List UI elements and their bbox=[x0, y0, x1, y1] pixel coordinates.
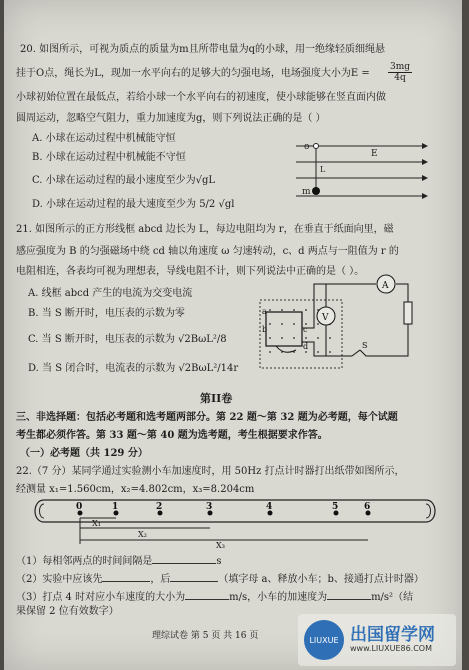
q21-option-a: A. 线框 abcd 产生的电流为交变电流 bbox=[28, 288, 193, 299]
tape-label-5: 5 bbox=[332, 502, 339, 512]
tape-x1-label: X₁ bbox=[92, 519, 101, 528]
answer-blank-5[interactable] bbox=[327, 590, 371, 600]
circuit-label-d: d bbox=[303, 342, 309, 351]
circuit-label-b: b bbox=[262, 325, 268, 334]
tape-label-6: 6 bbox=[364, 502, 371, 512]
section2-line3: （一）必考题（共 129 分） bbox=[20, 448, 148, 459]
fig-label-e: E bbox=[371, 149, 378, 159]
watermark-name: 出国留学网 bbox=[350, 625, 435, 645]
q22-sub1: （1）每相邻两点的时间间隔是 s bbox=[16, 556, 222, 567]
q22-sub3-line2: 果保留 2 位有效数字） bbox=[16, 606, 119, 617]
fig-label-l: L bbox=[320, 165, 326, 174]
paper-tape-figure bbox=[30, 496, 438, 548]
tape-label-4: 4 bbox=[266, 502, 273, 512]
answer-blank-3[interactable] bbox=[170, 572, 218, 582]
q20-fraction-num: 3mg bbox=[389, 62, 411, 72]
tape-label-3: 3 bbox=[206, 502, 213, 512]
q22-sub3: （3）打点 4 时对应小车速度的大小为 m/s，小车的加速度为 m/s²（结 bbox=[16, 592, 414, 603]
page-footer: 理综试卷 第 5 页 共 16 页 bbox=[152, 631, 259, 641]
ammeter-label: A bbox=[382, 281, 389, 291]
answer-blank-2[interactable] bbox=[102, 572, 150, 582]
q20-line4: 圆周运动，忽略空气阻力，重力加速度为g，则下列说法正确的是（ ） bbox=[16, 113, 326, 124]
answer-blank-1[interactable] bbox=[152, 554, 216, 564]
exam-page bbox=[4, 0, 462, 670]
switch-label: S bbox=[362, 341, 368, 350]
tape-label-2: 2 bbox=[156, 502, 163, 512]
q20-option-c: C. 小球在运动过程的最小速度至少为√gL bbox=[32, 175, 216, 186]
q21-line2: 感应强度为 B 的匀强磁场中绕 cd 轴以角速度 ω 匀速转动，c、d 两点与一阻值为 r 的 bbox=[16, 246, 399, 257]
q20-option-d: D. 小球在运动过程的最大速度至少为 5/2 √gl bbox=[32, 199, 235, 210]
circuit-label-a: a bbox=[262, 307, 267, 316]
tape-label-1: 1 bbox=[112, 502, 119, 512]
watermark-logo bbox=[298, 614, 456, 666]
q20-option-a: A. 小球在运动过程中机械能守恒 bbox=[32, 133, 176, 144]
q21-option-c: C. 当 S 断开时，电压表的示数为 √2BωL²/8 bbox=[28, 334, 227, 345]
fig-label-o: o bbox=[304, 142, 310, 152]
tape-x3-label: X₃ bbox=[216, 541, 225, 548]
watermark-url: www.LIUXUE86.COM bbox=[350, 644, 433, 653]
q21-line3: 电阻相连，各表均可视为理想表，导线电阻不计，则下列说法中正确的是（ ）。 bbox=[16, 266, 365, 277]
q20-line3: 小球初始位置在最低点，若给小球一个水平向右的初速度，使小球能够在竖直面内做 bbox=[16, 92, 386, 103]
q22-line2: 经测量 x₁=1.560cm，x₂=4.802cm，x₃=8.204cm bbox=[16, 484, 255, 495]
q20-figure bbox=[294, 134, 434, 214]
answer-blank-4[interactable] bbox=[185, 590, 229, 600]
section2-line2: 考生都必须作答。第 33 题～第 40 题为选考题，考生根据要求作答。 bbox=[16, 430, 328, 441]
q21-circuit-figure bbox=[256, 272, 421, 374]
tape-label-0: 0 bbox=[76, 502, 83, 512]
q22-sub2: （2）实验中应该先 ，后 （填字母 a、释放小车；b、接通打点计时器） bbox=[16, 574, 424, 585]
watermark-badge-icon: LIUXUE bbox=[304, 620, 344, 660]
section2-line1: 三、非选择题：包括必考题和选考题两部分。第 22 题～第 32 题为必考题，每个试题 bbox=[16, 412, 398, 423]
section2-title: 第II卷 bbox=[200, 392, 233, 405]
q22-line1: 22.（7 分）某同学通过实验测小车加速度时，用 50Hz 打点计时器打出纸带如图所示， bbox=[16, 466, 405, 477]
fig-label-m: m bbox=[302, 187, 311, 197]
circuit-label-c: c bbox=[303, 325, 308, 334]
voltmeter-label: V bbox=[322, 313, 329, 323]
q20-fraction-den: 4q bbox=[394, 73, 406, 83]
q20-line1: 20. 如图所示，可视为质点的质量为m且所带电量为q的小球，用一绝缘轻质细绳悬 bbox=[20, 44, 385, 55]
q20-option-b: B. 小球在运动过程中机械能不守恒 bbox=[32, 152, 186, 163]
q21-line1: 21. 如图所示的正方形线框 abcd 边长为 L，每边电阻均为 r，在垂直于纸面向里，磁 bbox=[16, 224, 394, 235]
q20-line2: 挂于O点，绳长为L，现加一水平向右的足够大的匀强电场，电场强度大小为E = bbox=[16, 68, 370, 79]
q21-option-d: D. 当 S 闭合时，电流表的示数为 √2BωL²/14r bbox=[28, 363, 239, 374]
tape-x2-label: X₂ bbox=[138, 530, 147, 539]
q21-option-b: B. 当 S 断开时，电压表的示数为零 bbox=[28, 308, 185, 319]
